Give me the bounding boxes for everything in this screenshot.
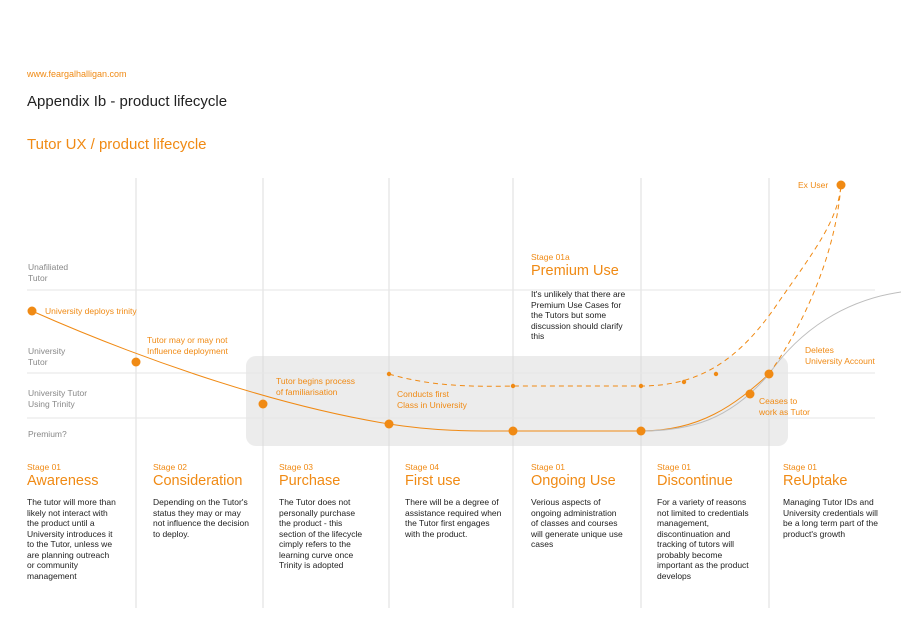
stage-description: Verious aspects of ongoing administration of classes and courses will generate unique use cases — [531, 497, 623, 549]
stage-description: Depending on the Tutor's status they may or may not influence the decision to deploy. — [153, 497, 249, 539]
annotation-first-class: Conducts first Class in University — [397, 389, 467, 410]
annotation-influence: Tutor may or may not Influence deployment — [147, 335, 228, 356]
premium-node — [387, 372, 391, 376]
premium-node — [511, 384, 515, 388]
annotation-familiarise: Tutor begins process of familiarisation — [276, 376, 356, 397]
lifecycle-subtitle: Tutor UX / product lifecycle — [27, 136, 207, 153]
row-label-unaffiliated: Unafiliated Tutor — [28, 262, 69, 283]
stage-description: Managing Tutor IDs and University credentials will be a long term part of the product's growth — [783, 497, 878, 539]
stage-title: Awareness — [27, 473, 99, 489]
stage-number: Stage 01 — [657, 462, 692, 472]
premium-node — [639, 384, 643, 388]
stage-purchase — [279, 462, 367, 571]
stage-number: Stage 02 — [153, 462, 188, 472]
annotation-deletes: Deletes University Account — [805, 345, 875, 366]
stage-title: Purchase — [279, 473, 341, 489]
stage-description: For a variety of reasons not limited to credentials management, discontinuation and tracking of tutors will probably become important as the product develops — [657, 497, 749, 581]
row-label-using-trinity: University Tutor Using Trinity — [28, 388, 88, 409]
node-ceases — [746, 390, 755, 399]
row-label-university-tutor: University Tutor — [28, 346, 66, 367]
node-familiarise — [259, 400, 268, 409]
stage-awareness — [27, 462, 117, 581]
node-discontinue — [637, 427, 646, 436]
node-first-use — [385, 420, 394, 429]
stage-reuptake — [783, 462, 879, 539]
node-influence — [132, 358, 141, 367]
node-ongoing — [509, 427, 518, 436]
annotation-ceases: Ceases to work as Tutor — [759, 396, 811, 417]
stage-number: Stage 04 — [405, 462, 440, 472]
node-deploy — [28, 307, 37, 316]
stage-title: Ongoing Use — [531, 473, 616, 489]
stage-ongoing-use — [531, 462, 623, 550]
stage-number: Stage 03 — [279, 462, 314, 472]
stage-description: The Tutor does not personally purchase the product - this section of the lifecycle cimply refers to the learning curve once Trinity is adopted — [279, 497, 363, 570]
appendix-title: Appendix Ib - product lifecycle — [27, 93, 228, 110]
premium-stage-description: It's unlikely that there are Premium Use Cases for the Tutors but some discussion should clarify this — [531, 289, 626, 341]
premium-node — [682, 380, 686, 384]
stage-description: There will be a degree of assistance required when the Tutor first engages with the product. — [405, 497, 502, 539]
annotation-ex-user: Ex User — [798, 180, 829, 190]
stage-number: Stage 01 — [531, 462, 566, 472]
stage-consideration — [153, 462, 251, 539]
stage-title: Consideration — [153, 473, 243, 489]
stage-number: Stage 01 — [783, 462, 818, 472]
stage-title: ReUptake — [783, 473, 848, 489]
premium-stage-title: Premium Use — [531, 263, 619, 279]
stage-title: Discontinue — [657, 473, 733, 489]
row-label-premium: Premium? — [28, 429, 67, 439]
node-ex-user — [837, 181, 846, 190]
stage-first-use — [405, 462, 503, 539]
site-url: www.feargalhalligan.com — [27, 69, 127, 79]
stage-description: The tutor will more than likely not interact with the product until a University introduces it to the Tutor, unless we are planning outreach or community management — [27, 497, 116, 581]
stage-number: Stage 01 — [27, 462, 62, 472]
premium-stage-number: Stage 01a — [531, 252, 570, 262]
stage-discontinue — [657, 462, 755, 581]
node-deletes — [765, 370, 774, 379]
annotation-deploy: University deploys trinity — [45, 306, 137, 316]
stage-title: First use — [405, 473, 461, 489]
premium-node — [714, 372, 718, 376]
